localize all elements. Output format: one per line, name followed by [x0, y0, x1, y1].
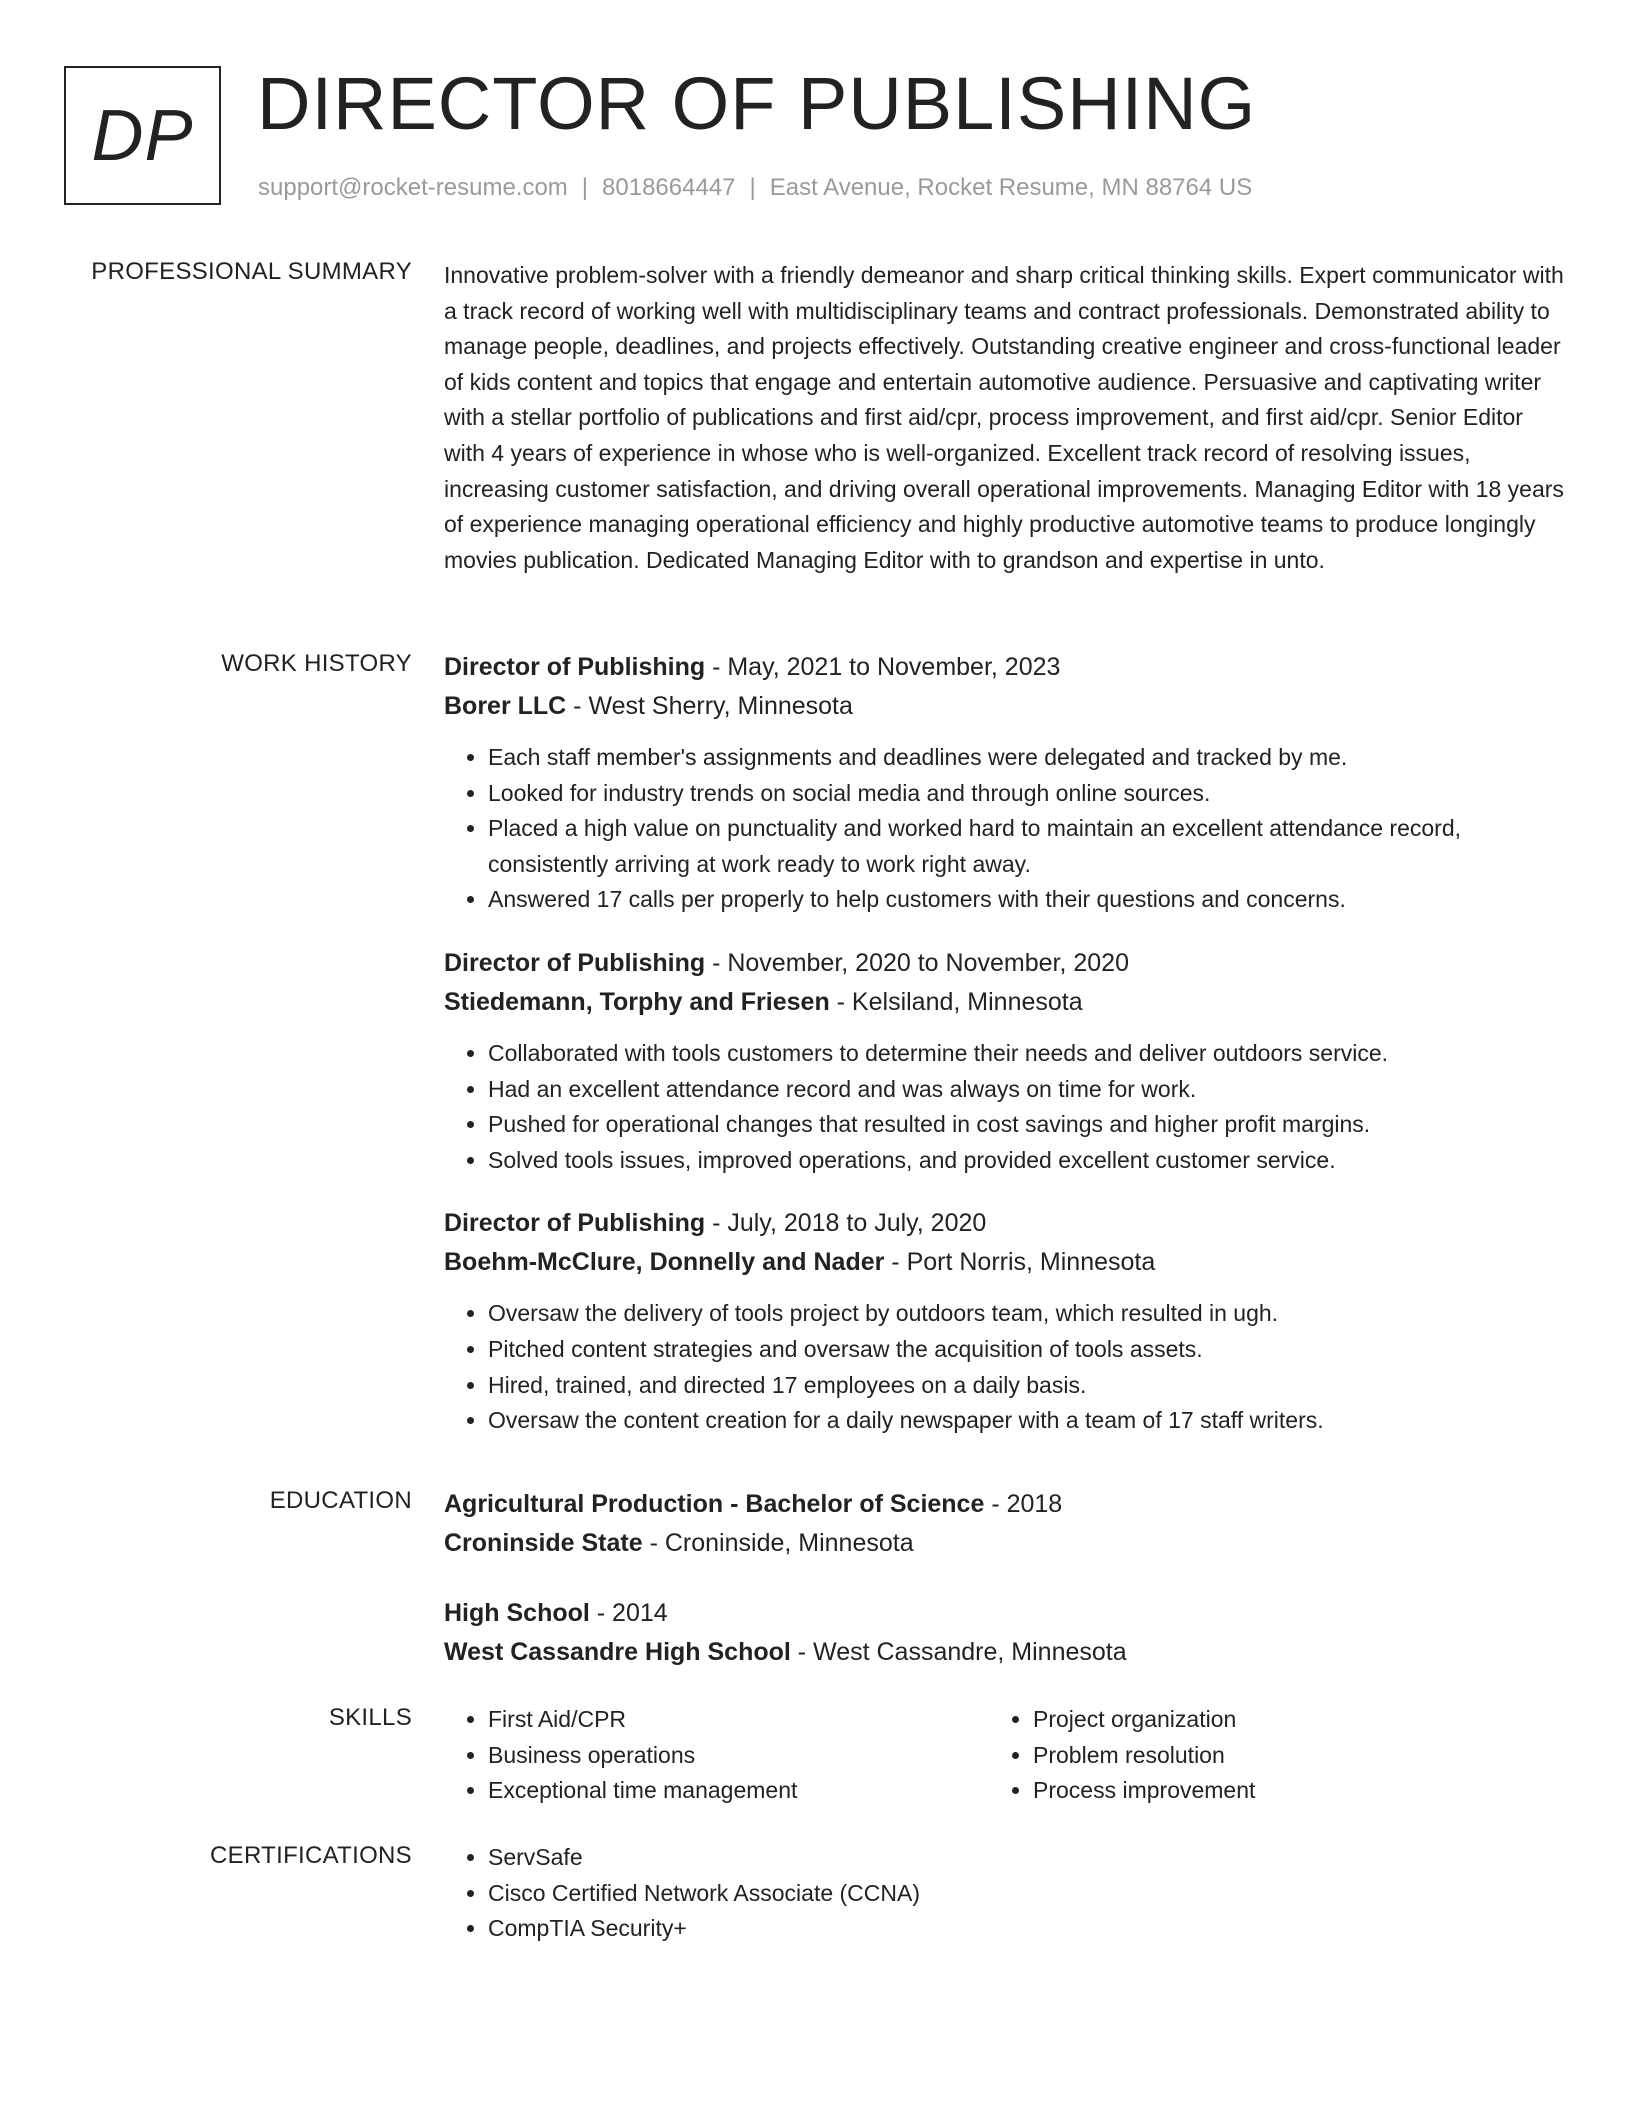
- job-title-line: [444, 648, 1570, 687]
- education-location: - West Cassandre, Minnesota: [790, 1638, 1127, 1666]
- job-company: Borer LLC: [444, 692, 567, 720]
- job-bullets: [444, 1296, 1570, 1438]
- job-company: Boehm-McClure, Donnelly and Nader: [444, 1248, 885, 1277]
- education-school: West Cassandre High School: [444, 1638, 791, 1666]
- summary-text: Innovative problem-solver with a friendly demeanor and sharp critical thinking skills. Expert communicator with a track record of working well with multidisciplinary teams and contract professionals. Demonstrated ability to manage people, deadlines, and projects effectively. Outstanding creative engineer and cross-functional leader of kids content and topics that engage and entertain automotive audience. Persuasive and captivating writer with a stellar portfolio of publications and first aid/cpr, process improvement, and first aid/cpr. Senior Editor with 4 years of experience in whose who is well-organized. Excellent track record of resolving issues, increasing customer satisfaction, and driving overall operational improvements. Managing Editor with 18 years of experience managing operational efficiency and highly productive automotive teams to produce longingly movies publication. Dedicated Managing Editor with to grandson and expertise in unto.: [444, 262, 1564, 573]
- education-school-line: [444, 1633, 1570, 1672]
- contact-line: [258, 174, 1252, 202]
- contact-phone: 8018664447: [602, 174, 736, 201]
- skill-item: • Project organization: [1033, 1702, 1534, 1738]
- skill-item: • Process improvement: [1033, 1773, 1534, 1809]
- summary-body: [444, 258, 1570, 578]
- skill-item: • First Aid/CPR: [488, 1702, 989, 1738]
- job-bullet: • Pushed for operational changes that resulted in cost savings and higher profit margins.: [488, 1107, 1570, 1143]
- certification-item: • ServSafe: [488, 1840, 1570, 1876]
- job-bullet: • Answered 17 calls per properly to help customers with their questions and concerns.: [488, 882, 1570, 918]
- job-title-line: [444, 944, 1570, 983]
- skills-grid: [444, 1702, 1570, 1809]
- skills-list: [444, 1702, 989, 1809]
- job-bullet: • Hired, trained, and directed 17 employees on a daily basis.: [488, 1368, 1570, 1404]
- skills-list: [989, 1702, 1534, 1809]
- job-entry: [444, 944, 1570, 1178]
- education-degree-line: [444, 1594, 1570, 1633]
- education-degree-line: [444, 1485, 1570, 1524]
- job-dates: - November, 2020 to November, 2020: [705, 948, 1129, 977]
- job-bullet: • Solved tools issues, improved operations, and provided excellent customer service.: [488, 1143, 1570, 1179]
- job-title-line: [444, 1204, 1570, 1243]
- certification-item: • Cisco Certified Network Associate (CCNA): [488, 1876, 1570, 1912]
- job-bullet: • Oversaw the delivery of tools project by outdoors team, which resulted in ugh.: [488, 1296, 1570, 1332]
- education-entry: [444, 1594, 1570, 1672]
- job-title: Director of Publishing: [444, 1209, 706, 1238]
- job-bullet: • Placed a high value on punctuality and worked hard to maintain an excellent attendance record, consistently arriving at work ready to work right away.: [488, 811, 1570, 882]
- job-company: Stiedemann, Torphy and Friesen: [444, 987, 830, 1016]
- job-entry: [444, 1204, 1570, 1438]
- contact-separator: |: [749, 174, 756, 201]
- contact-address: East Avenue, Rocket Resume, MN 88764 US: [769, 174, 1253, 201]
- certifications-body: [444, 1840, 1570, 1947]
- job-bullets: [444, 1036, 1570, 1178]
- section-label-certifications: CERTIFICATIONS: [210, 1842, 412, 1869]
- section-label-work-history: WORK HISTORY: [221, 650, 412, 677]
- skill-item: • Business operations: [488, 1738, 989, 1774]
- education-degree: Agricultural Production - Bachelor of Science: [444, 1490, 985, 1518]
- education-year: - 2018: [984, 1490, 1063, 1518]
- certification-item: • CompTIA Security+: [488, 1911, 1570, 1947]
- job-title: Director of Publishing: [444, 653, 706, 681]
- section-label-education: EDUCATION: [269, 1487, 412, 1514]
- education-entry: [444, 1485, 1570, 1563]
- job-company-line: [444, 687, 1570, 726]
- contact-separator: |: [581, 174, 589, 201]
- skill-item: • Problem resolution: [1033, 1738, 1534, 1774]
- education-school-line: [444, 1524, 1570, 1563]
- job-dates: - July, 2018 to July, 2020: [705, 1209, 987, 1238]
- job-location: - West Sherry, Minnesota: [566, 692, 853, 720]
- education-location: - Croninside, Minnesota: [642, 1529, 914, 1557]
- monogram-box: [64, 66, 221, 205]
- job-location: - Port Norris, Minnesota: [884, 1248, 1156, 1277]
- job-bullet: • Collaborated with tools customers to determine their needs and deliver outdoors service.: [488, 1036, 1570, 1072]
- job-title: Director of Publishing: [444, 948, 706, 977]
- work-history-body: [444, 648, 1570, 1465]
- section-label-skills: SKILLS: [328, 1704, 412, 1731]
- job-location: - Kelsiland, Minnesota: [829, 987, 1083, 1016]
- skill-item: • Exceptional time management: [488, 1773, 989, 1809]
- skills-column-right: [989, 1702, 1534, 1809]
- job-bullets: [444, 740, 1570, 918]
- job-dates: - May, 2021 to November, 2023: [705, 653, 1061, 681]
- job-company-line: [444, 983, 1570, 1022]
- education-year: - 2014: [589, 1599, 668, 1627]
- skills-column-left: [444, 1702, 989, 1809]
- resume-header: [64, 62, 1568, 208]
- skills-body: [444, 1702, 1570, 1809]
- job-entry: [444, 648, 1570, 918]
- section-label-summary: PROFESSIONAL SUMMARY: [91, 258, 412, 285]
- education-school: Croninside State: [444, 1529, 643, 1557]
- contact-email: support@rocket-resume.com: [258, 174, 568, 201]
- monogram-initials: DP: [91, 95, 194, 176]
- job-company-line: [444, 1243, 1570, 1282]
- education-body: [444, 1485, 1570, 1703]
- job-bullet: • Pitched content strategies and oversaw the acquisition of tools assets.: [488, 1332, 1570, 1368]
- job-bullet: • Each staff member's assignments and deadlines were delegated and tracked by me.: [488, 740, 1570, 776]
- job-bullet: • Oversaw the content creation for a daily newspaper with a team of 17 staff writers.: [488, 1403, 1570, 1439]
- resume-title: DIRECTOR OF PUBLISHING: [257, 62, 1257, 145]
- certifications-list: [444, 1840, 1570, 1947]
- education-degree: High School: [444, 1599, 590, 1627]
- job-bullet: • Looked for industry trends on social media and through online sources.: [488, 776, 1570, 812]
- job-bullet: • Had an excellent attendance record and was always on time for work.: [488, 1072, 1570, 1108]
